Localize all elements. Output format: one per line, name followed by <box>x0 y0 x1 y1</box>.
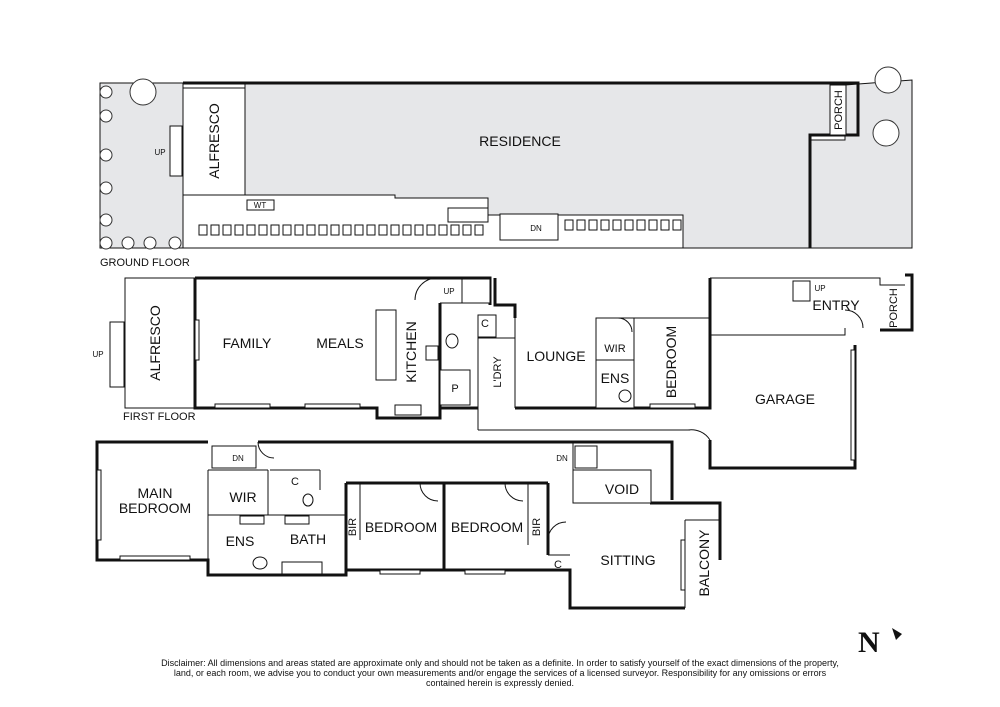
kitchen-label: KITCHEN <box>403 321 419 383</box>
ground-stair <box>500 214 558 240</box>
bedroom-a-label: BEDROOM <box>364 519 438 535</box>
ground-step <box>170 126 182 176</box>
upper-stair-right <box>575 446 597 468</box>
first-alfresco-label: ALFRESCO <box>147 305 163 381</box>
upper-dn-right-label: DN <box>556 454 568 463</box>
upper-ens-label: ENS <box>225 533 255 549</box>
void-label: VOID <box>604 481 640 497</box>
first-stair <box>462 279 490 303</box>
residence-label: RESIDENCE <box>479 133 561 149</box>
first-step <box>110 322 124 387</box>
first-wir-label: WIR <box>604 343 626 355</box>
first-floor-plan <box>92 275 912 468</box>
paver-row <box>199 220 681 235</box>
ground-porch-label: PORCH <box>833 90 845 130</box>
bedroom-b-label: BEDROOM <box>450 519 524 535</box>
entry-stair <box>793 281 810 301</box>
sitting-label: SITTING <box>600 552 656 568</box>
bir-right-label: BIR <box>531 517 543 537</box>
entry-up-label: UP <box>814 284 826 293</box>
pantry-label: P <box>451 383 459 395</box>
first-up-label: UP <box>92 350 104 359</box>
upper-dn-left-label: DN <box>232 454 244 463</box>
upper-wir-label: WIR <box>229 489 257 505</box>
garage-label: GARAGE <box>755 391 815 407</box>
north-arrow-icon <box>892 628 902 640</box>
bir-left-label: BIR <box>347 517 359 537</box>
balcony-label: BALCONY <box>696 529 712 597</box>
upper-floor-plan <box>97 442 720 608</box>
sitting-cupboard-label: C <box>554 559 562 571</box>
ground-alfresco-label: ALFRESCO <box>206 103 222 179</box>
bath-label: BATH <box>289 531 327 547</box>
kitchen-island <box>376 310 396 380</box>
first-cupboard-label: C <box>481 318 489 330</box>
laundry-label: L'DRY <box>492 356 504 388</box>
first-ens-label: ENS <box>600 370 630 386</box>
ground-up-label: UP <box>154 148 166 157</box>
family-label: FAMILY <box>222 335 272 351</box>
door-arc <box>415 278 437 300</box>
first-bedroom-label: BEDROOM <box>663 325 679 399</box>
upper-cupboard-label: C <box>291 476 299 488</box>
main-bedroom-label-1: MAIN <box>137 485 173 501</box>
ground-dn-label: DN <box>530 224 542 233</box>
north-label: N <box>858 626 880 659</box>
entry-label: ENTRY <box>812 297 860 313</box>
powder-toilet <box>446 334 458 348</box>
bathtub <box>282 562 322 574</box>
wt-label: WT <box>253 201 267 210</box>
first-floor-title: FIRST FLOOR <box>123 411 196 423</box>
lounge-label: LOUNGE <box>526 348 586 364</box>
sink <box>395 405 421 415</box>
main-bedroom-label-2: BEDROOM <box>118 500 192 516</box>
cooktop <box>426 346 438 360</box>
disclaimer-text: Disclaimer: All dimensions and areas stated are approximate only and should not be taken as a definite. In order to satisfy yourself of the exact dimensions of the property, land, or each room, we advise you to conduct your own measurements and/or engage the services of a licensed surveyor. Responsibility for any omissions or errors contained herein is expressly denied. <box>161 658 839 688</box>
first-porch-label: PORCH <box>888 288 900 328</box>
first-stair-up-label: UP <box>443 287 455 296</box>
ground-floor-plan <box>100 67 912 269</box>
meals-label: MEALS <box>316 335 364 351</box>
ground-floor-title: GROUND FLOOR <box>100 257 190 269</box>
